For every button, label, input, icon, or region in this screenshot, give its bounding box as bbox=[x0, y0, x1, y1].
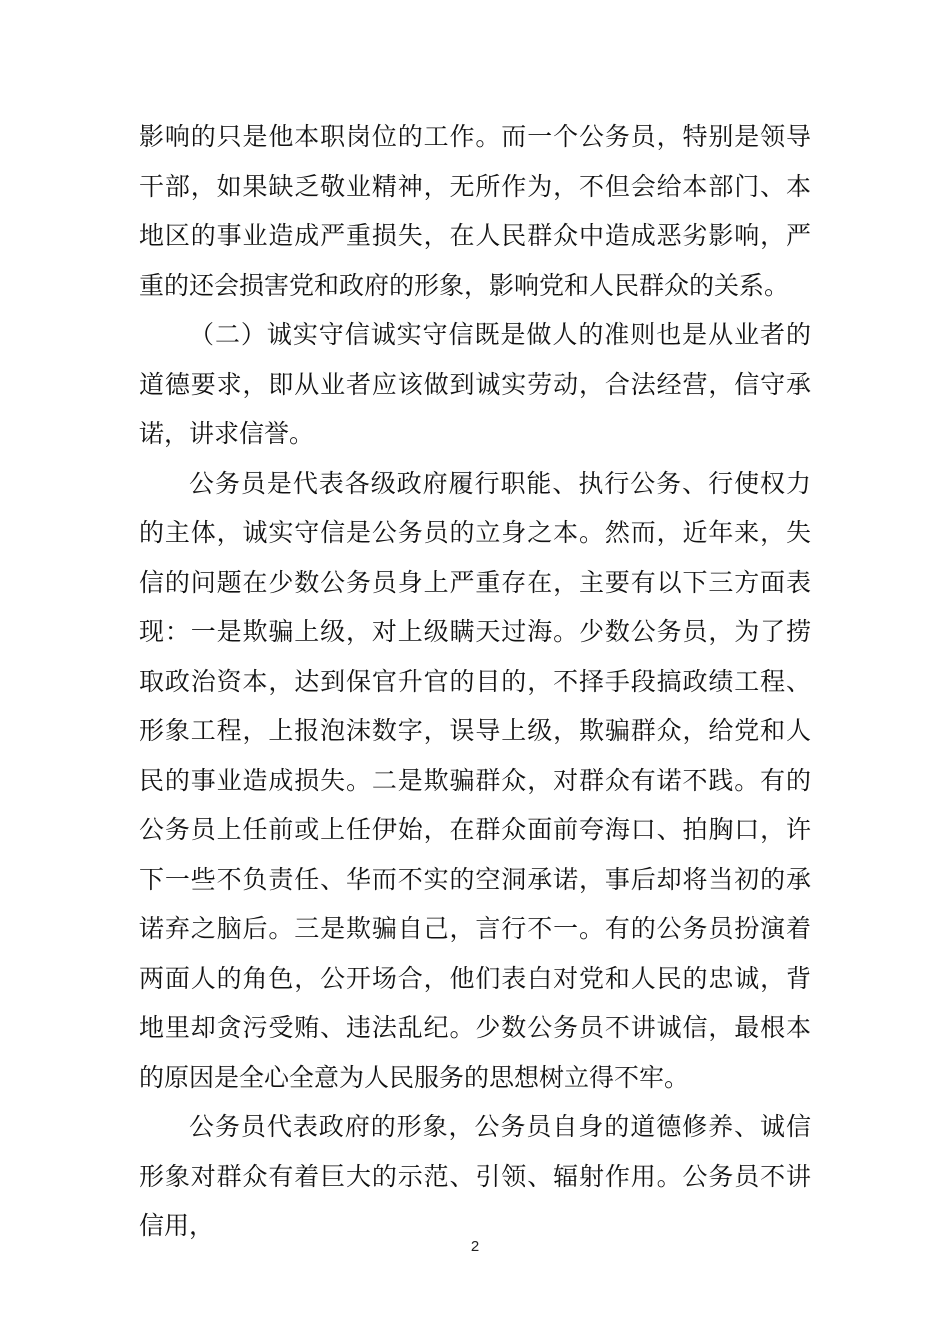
paragraph-1: 影响的只是他本职岗位的工作。而一个公务员，特别是领导干部，如果缺乏敬业精神，无所作为，不但会给本部门、本地区的事业造成严重损失，在人民群众中造成恶劣影响，严重的还会损害党和政府的形象，影响党和人民群众的关系。 bbox=[139, 122, 811, 300]
paragraph-4: 公务员代表政府的形象，公务员自身的道德修养、诚信形象对群众有着巨大的示范、引领、辐射作用。公务员不讲信用， bbox=[139, 1112, 811, 1240]
paragraph-3: 公务员是代表各级政府履行职能、执行公务、行使权力的主体，诚实守信是公务员的立身之本。然而，近年来，失信的问题在少数公务员身上严重存在，主要有以下三方面表现：一是欺骗上级，对上级瞒天过海。少数公务员，为了捞取政治资本，达到保官升官的目的，不择手段搞政绩工程、形象工程，上报泡沫数字，误导上级，欺骗群众，给党和人民的事业造成损失。二是欺骗群众，对群众有诺不践。有的公务员上任前或上任伊始，在群众面前夸海口、拍胸口，许下一些不负责任、华而不实的空洞承诺，事后却将当初的承诺弃之脑后。三是欺骗自己，言行不一。有的公务员扮演着两面人的角色，公开场合，他们表白对党和人民的忠诚，背地里却贪污受贿、违法乱纪。少数公务员不讲诚信，最根本的原因是全心全意为人民服务的思想树立得不牢。 bbox=[139, 468, 811, 1092]
paragraph-2: （二）诚实守信诚实守信既是做人的准则也是从业者的道德要求，即从业者应该做到诚实劳动，合法经营，信守承诺，讲求信誉。 bbox=[139, 320, 811, 448]
page-number: 2 bbox=[470, 1238, 480, 1255]
body-text bbox=[139, 112, 811, 1251]
